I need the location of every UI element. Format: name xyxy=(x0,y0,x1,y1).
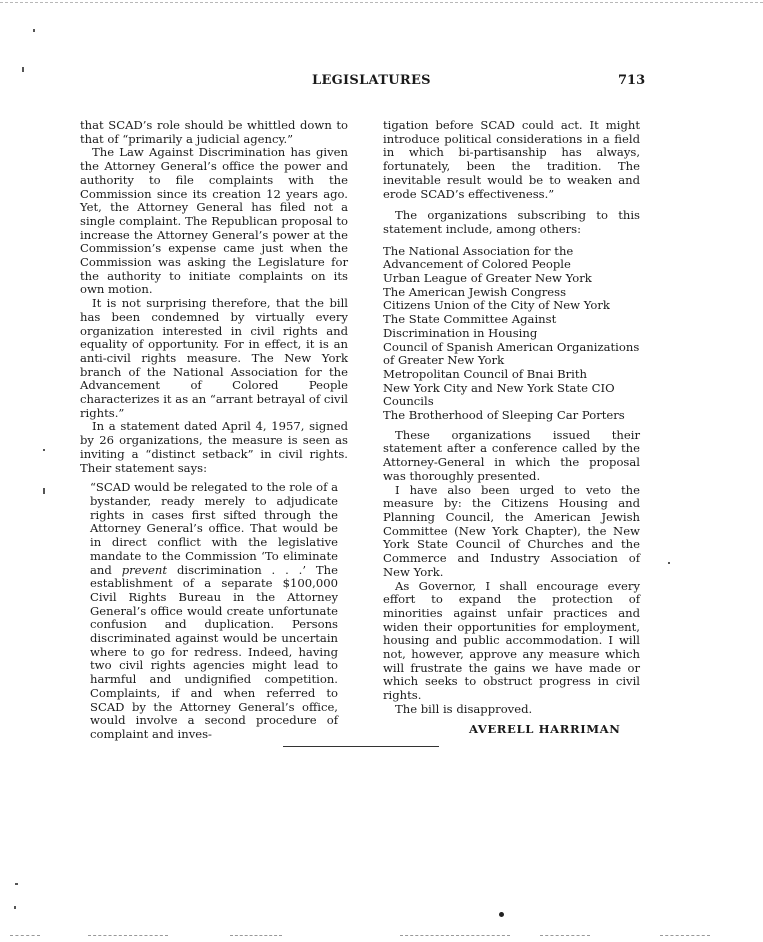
left-column xyxy=(80,119,348,742)
list-item: Urban League of Greater New York xyxy=(383,271,592,286)
list-item: Metropolitan Council of Bnai Brith xyxy=(383,366,587,381)
paragraph-governor-statement: As Governor, I shall encourage every effort to expand the protection of minorities against unfair practices and widen their opportunities for employment, housing and public accommodation. I will not, however, approve any measure which will frustrate the gains we have made or which seeks to obstruct progress in civil rights. xyxy=(383,578,640,703)
scan-edge-dashes xyxy=(540,935,590,936)
paragraph-urged-veto: I have also been urged to veto the measure by: the Citizens Housing and Planning Council, the American Jewish Committee (New York Chapter), the New York State Council of Churches and the Commerce and Industry Association of New York. xyxy=(383,482,640,579)
block-quote-continuation: tigation before SCAD could act. It might introduce political considerations in a field in which bi-partisanship has always, fortunately, been the tradition. The inevitable result would be to weaken and erode SCAD’s effectiveness.” xyxy=(383,118,640,201)
list-item: The State Committee Against Discrimination in Housing xyxy=(383,312,557,340)
signature-name: AVERELL HARRIMAN xyxy=(469,721,621,736)
paragraph-organizations-intro: The organizations subscribing to this statement include, among others: xyxy=(383,208,640,236)
paragraph-bill-condemned: It is not surprising therefore, that the bill has been condemned by virtually every organization interested in civil rights and equality of opportunity. For in effect, it is an anti-civil rights measure. The New York branch of the National Association for the Advancement of Colored People characterizes it as an “arrant betrayal of civil rights.” xyxy=(80,296,348,420)
organizations-list xyxy=(383,245,640,423)
scan-speck xyxy=(14,906,16,909)
block-quote xyxy=(90,481,338,741)
scan-edge-dashes xyxy=(10,935,40,936)
section-divider-rule xyxy=(283,746,439,747)
list-item: The American Jewish Congress xyxy=(383,284,567,299)
block-quote-part-b: discrimination . . .’ The establishment of a separate $100,000 Civil Rights Bureau in the Attorney General’s office would create unfortunate confusion and duplication. Persons discriminated against would be uncertain where to go for redress. Indeed, having two civil rights agencies might lead to harmful and undignified competition. Complaints, if and when referred to SCAD by the Attorney General’s office, would involve a second procedure of complaint and inves- xyxy=(90,562,338,741)
scan-edge-dashes xyxy=(88,935,168,936)
scan-speck xyxy=(43,449,45,451)
scan-edge-dashes xyxy=(660,935,710,936)
block-quote-text xyxy=(90,481,338,741)
paragraph-conference: These organizations issued their statement after a conference called by the Attorney-General in which the proposal was thoroughly presented. xyxy=(383,427,640,483)
scan-speck xyxy=(15,883,18,885)
running-header-title: LEGISLATURES xyxy=(312,73,431,88)
scan-speck xyxy=(33,29,35,32)
paragraph-scad-role: that SCAD’s role should be whittled down to that of “primarily a judicial agency.” xyxy=(80,118,348,146)
scan-edge-dashes xyxy=(0,2,763,3)
paragraph-statement-april: In a statement dated April 4, 1957, signed by 26 organizations, the measure is seen as inviting a “distinct setback” in civil rights. Their statement says: xyxy=(80,419,348,475)
page-number: 713 xyxy=(618,73,646,88)
scan-mark-dot xyxy=(499,912,504,917)
list-item: The National Association for the Advancement of Colored People xyxy=(383,243,574,272)
list-item: New York City and New York State CIO Councils xyxy=(383,380,615,409)
paragraph-law-against-discrimination: The Law Against Discrimination has given the Attorney General’s office the power and authority to file complaints with the Commission since its creation 12 years ago. Yet, the Attorney General has filed not a single complaint. The Republican proposal to increase the Attorney General’s power at the Commission’s expense came just when the Commission was asking the Legislature for the authority to initiate complaints on its own motion. xyxy=(80,145,348,297)
scan-edge-dashes xyxy=(230,935,282,936)
scan-speck xyxy=(43,488,45,494)
scan-edge-dashes xyxy=(400,935,510,936)
scan-speck xyxy=(22,67,24,72)
list-item: Council of Spanish American Organizations of Greater New York xyxy=(383,339,640,368)
paragraph-bill-disapproved: The bill is disapproved. xyxy=(395,701,533,716)
list-item: Citizens Union of the City of New York xyxy=(383,298,610,313)
block-quote-emphasis: prevent xyxy=(121,562,168,577)
list-item: The Brotherhood of Sleeping Car Porters xyxy=(383,408,625,423)
right-column xyxy=(383,119,640,736)
scan-speck xyxy=(668,562,670,564)
block-quote-part-a: “SCAD would be relegated to the role of a bystander, ready merely to adjudicate rights in cases first sifted through the Attorney General’s office. That would be in direct conflict with the legislative mandate to the Commission ‘To eliminate and xyxy=(90,480,338,577)
